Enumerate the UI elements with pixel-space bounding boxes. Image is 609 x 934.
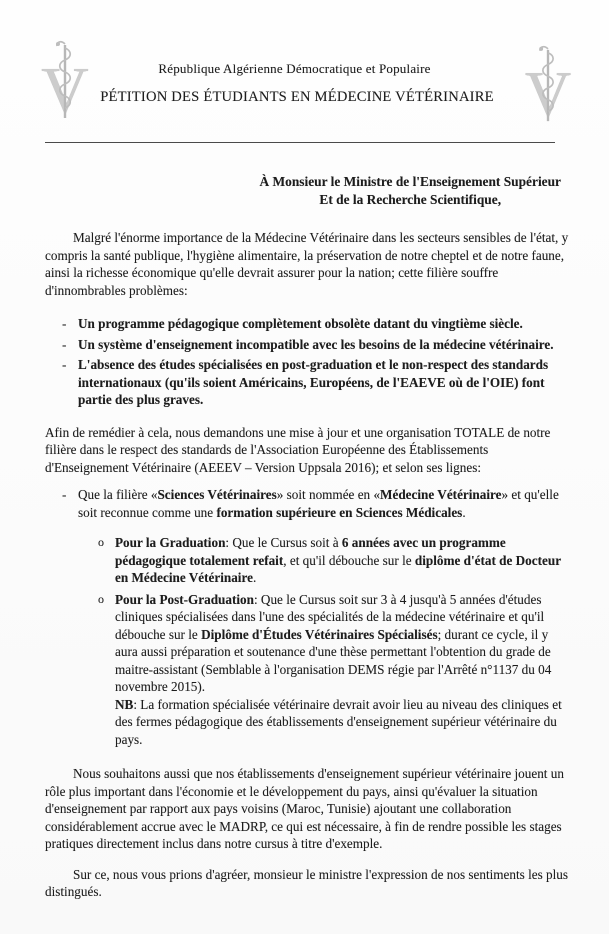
intro-paragraph: Malgré l'énorme importance de la Médecine Vétérinaire dans les secteurs sensibles de l'état, y compris la santé publique, l'hygiène alimentaire, la préservation de notre cheptel et de notre faune, ainsi la richesse économique qu'elle devrait assurer pour la nation; cette filière souffre d'innombrables problèmes: bbox=[45, 230, 569, 298]
page-title: PÉTITION DES ÉTUDIANTS EN MÉDECINE VÉTÉRINAIRE bbox=[100, 89, 494, 105]
list-item bbox=[45, 591, 573, 749]
veterinary-caduceus-icon bbox=[33, 38, 97, 124]
circle-bullet: o bbox=[98, 535, 104, 549]
dash-bullet: - bbox=[62, 357, 67, 372]
list-item bbox=[45, 356, 573, 409]
problems-list bbox=[45, 315, 573, 409]
dash-bullet: - bbox=[62, 487, 67, 502]
list-item bbox=[45, 534, 573, 587]
country-line: République Algérienne Démocratique et Populaire bbox=[158, 61, 431, 76]
list-item-text: Que la filière «Sciences Vétérinaires» soit nommée en «Médecine Vétérinaire» et qu'elle soit reconnue comme une formation supérieure en Sciences Médicales. bbox=[78, 487, 559, 520]
dash-bullet: - bbox=[62, 316, 67, 331]
list-item bbox=[45, 486, 573, 521]
list-item-text: Un programme pédagogique complètement obsolète datant du vingtième siècle. bbox=[78, 316, 523, 331]
list-item-text: L'absence des études spécialisées en post-graduation et le non-respect des standards internationaux (qu'ils soient Américains, Européens, de l'EAEVE où de l'OIE) font partie des plus graves. bbox=[78, 357, 549, 407]
svg-text:V: V bbox=[524, 58, 572, 127]
document-header bbox=[0, 0, 609, 143]
svg-text:V: V bbox=[41, 54, 89, 124]
list-item bbox=[45, 315, 573, 333]
header-divider bbox=[45, 142, 555, 143]
addressee-line-1: À Monsieur le Ministre de l'Enseignement Supérieur bbox=[259, 174, 561, 189]
demands-list bbox=[45, 486, 573, 521]
wish-paragraph: Nous souhaitons aussi que nos établissements d'enseignement supérieur vétérinaire jouent un rôle plus important dans l'économie et le développement du pays, ainsi qu'évaluer la situation d'enseignement par rapport aux pays voisins (Maroc, Tunisie) ajoutant une collaboration considérablement accrue avec le MADRP, ce qui est nécessaire, à fin de rendre possible les stages pratiques directement inclus dans notre cursus à titre d'exemple. bbox=[45, 766, 564, 851]
document-body bbox=[0, 173, 609, 901]
remedy-paragraph: Afin de remédier à cela, nous demandons une mise à jour et une organisation TOTALE de notre filière dans le respect des standards de l'Association Européenne des Établissements d'Enseignement Vétérinaire (AEEEV – Version Uppsala 2016); et selon ses lignes: bbox=[45, 424, 551, 475]
list-item-text: Pour la Post-Graduation: Que le Cursus soit sur 3 à 4 jusqu'à 5 années d'études cliniques spécialisées dans l'une des spécialités de la médecine vétérinaire et qu'il débouche sur le Diplôme d'Études Vétérinaires Spécialisés; durant ce cycle, il y aura aussi préparation et soutenance d'une thèse permettant l'obtention du grade de maitre-assistant (Semblable à l'organisation DEMS régie par l'Arrêté n°1137 du 04 novembre 2015). NB: La formation spécialisée vétérinaire devrait avoir lieu au niveau des cliniques et des fermes pédagogique des établissements d'enseignement supérieur vétérinaire du pays. bbox=[115, 591, 562, 747]
list-item-text: Pour la Graduation: Que le Cursus soit à 6 années avec un programme pédagogique totalement refait, et qu'il débouche sur le diplôme d'état de Docteur en Médecine Vétérinaire. bbox=[115, 535, 561, 585]
circle-bullet: o bbox=[98, 591, 104, 606]
list-item-text: Un système d'enseignement incompatible avec les besoins de la médecine vétérinaire. bbox=[78, 336, 554, 352]
addressee-block bbox=[45, 173, 561, 208]
closing-paragraph: Sur ce, nous vous prions d'agréer, monsieur le ministre l'expression de nos sentiments les plus distingués. bbox=[45, 866, 569, 899]
dash-bullet: - bbox=[62, 336, 67, 352]
addressee-line-2: Et de la Recherche Scientifique, bbox=[319, 191, 502, 207]
veterinary-caduceus-icon bbox=[514, 43, 582, 127]
list-item bbox=[45, 336, 573, 354]
cursus-sub-list bbox=[45, 534, 573, 748]
